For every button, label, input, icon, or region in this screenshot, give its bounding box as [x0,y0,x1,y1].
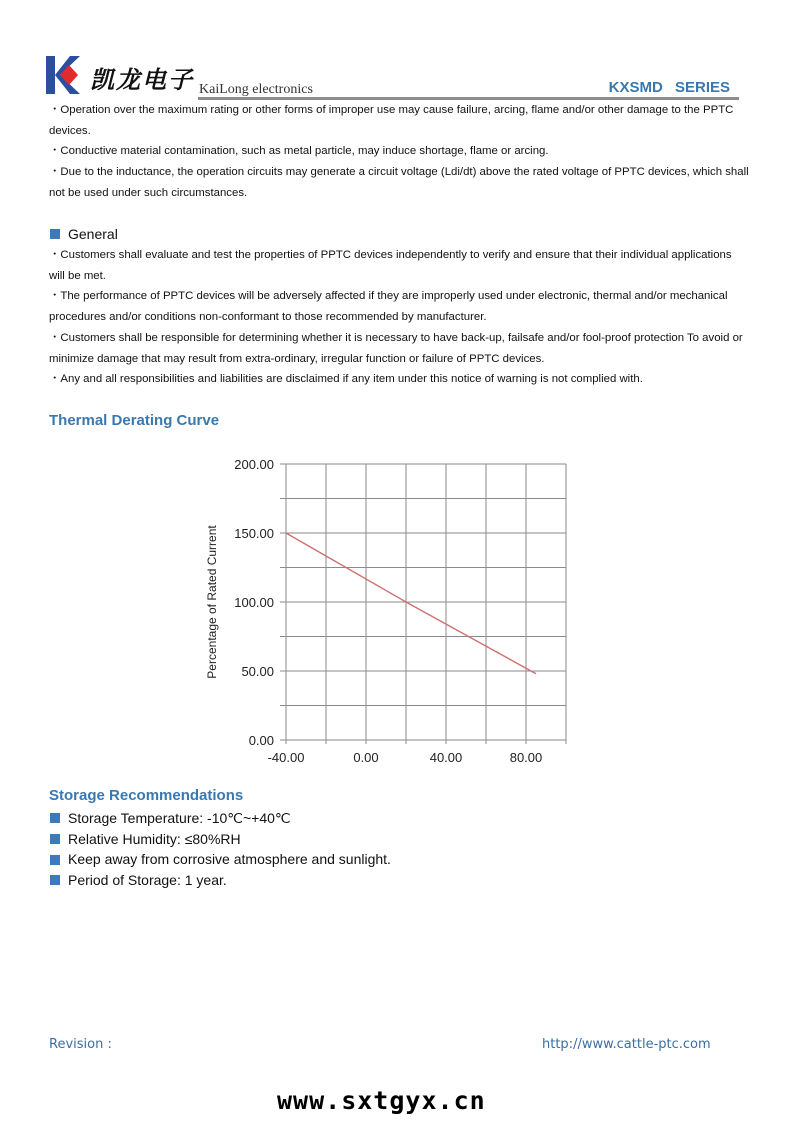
general-heading [50,226,118,242]
y-tick-label: 100.00 [234,595,274,610]
warning-item: ・Conductive material contamination, such as metal particle, may induce shortage, flame or arcing. [49,145,549,158]
storage-title: Storage Recommendations [49,787,244,804]
x-tick-label: -40.00 [267,750,305,765]
y-tick-label: 0.00 [248,733,274,748]
warning-item: ・Operation over the maximum rating or other forms of improper use may cause failure, arcing, flame and/or other damage to the PPTC devices. [49,104,734,137]
series-title: KXSMD SERIES [608,79,730,96]
y-axis-label: Percentage of Rated Current [205,525,219,679]
x-tick-label: 0.00 [353,750,379,765]
x-tick-label: 40.00 [429,750,463,765]
general-item: ・Customers shall be responsible for determining whether it is necessary to have back-up, failsafe and/or fool-proof protection To avoid or minimize damage that may result from extra-ordinary, irregular function or failure of PPTC devices. [49,331,743,365]
kailong-logo-icon [46,56,80,94]
thermal-derating-title: Thermal Derating Curve [49,412,220,429]
x-tick-label: 80.00 [509,750,543,765]
company-name-en: KaiLong electronics [199,82,313,97]
square-bullet-icon [50,813,60,823]
storage-list [50,808,391,891]
general-list [49,245,749,390]
storage-item: Storage Temperature: -10℃~+40℃ [50,808,391,829]
general-item: ・The performance of PPTC devices will be adversely affected if they are improperly used under electronic, thermal and/or mechanical procedures and/or conditions non-conformant to those recommended by manufacturer. [49,290,728,324]
warning-item: ・Due to the inductance, the operation circuits may generate a circuit voltage (Ldi/dt) above the rated voltage of PPTC devices, which shall not be used under such circumstances. [49,166,749,199]
square-bullet-icon [50,855,60,865]
general-item: ・Customers shall evaluate and test the properties of PPTC devices independently to verify and ensure that their individual applications will be met. [49,249,732,282]
general-item: ・Any and all responsibilities and liabilities are disclaimed if any item under this notice of warning is not complied with. [49,373,643,386]
thermal-derating-chart [200,450,580,780]
storage-item: Period of Storage: 1 year. [50,870,391,891]
warning-list [49,100,749,204]
storage-item: Relative Humidity: ≤80%RH [50,829,391,850]
square-bullet-icon [50,875,60,885]
website-link[interactable]: http://www.cattle-ptc.com [542,1037,711,1052]
company-name-cn: 凯龙电子 [90,65,194,94]
square-bullet-icon [50,834,60,844]
watermark: www.sxtgyx.cn [277,1086,486,1115]
y-tick-label: 150.00 [234,526,274,541]
square-bullet-icon [50,229,60,239]
revision-label: Revision : [49,1037,112,1052]
y-tick-label: 50.00 [241,664,274,679]
general-title: General [68,226,118,242]
storage-item: Keep away from corrosive atmosphere and sunlight. [50,849,391,870]
y-tick-label: 200.00 [234,457,274,472]
